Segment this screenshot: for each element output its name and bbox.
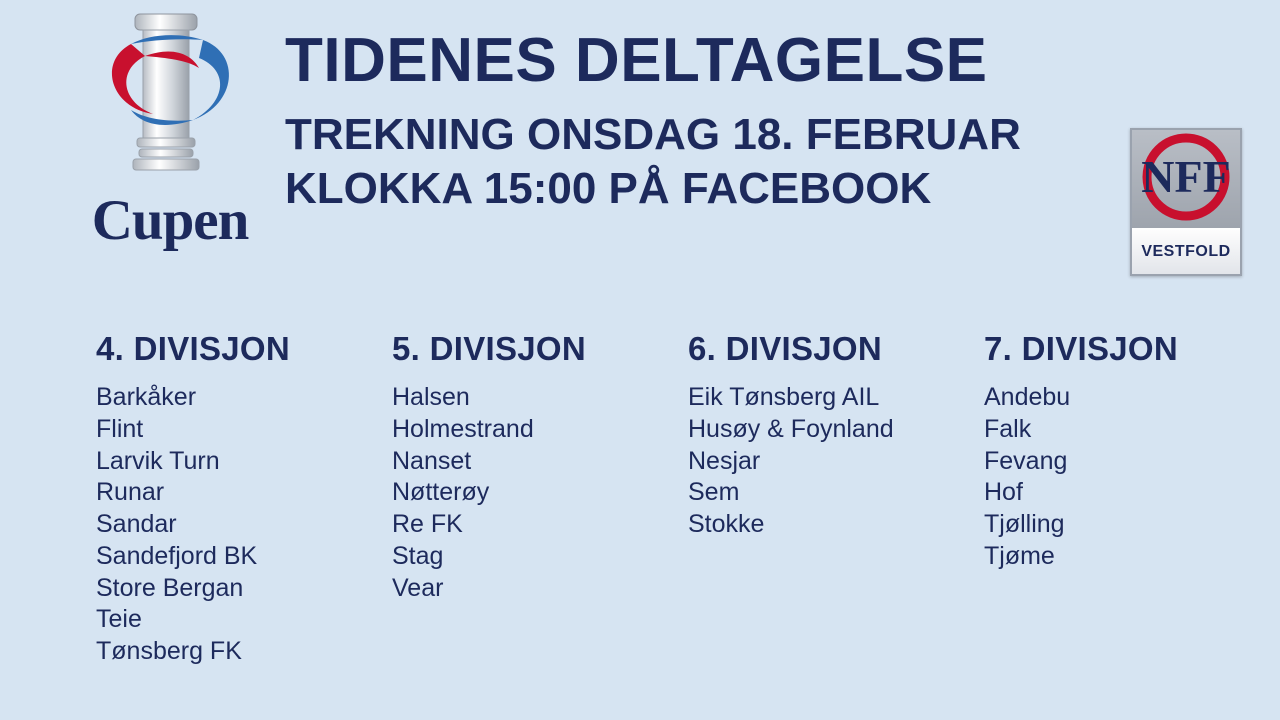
poster-subtitle-line1: TREKNING ONSDAG 18. FEBRUAR	[285, 110, 1021, 160]
division-column-5	[392, 330, 688, 668]
division-column-4	[96, 330, 392, 668]
cup-trophy-icon	[87, 10, 252, 190]
team-name: Re FK	[392, 510, 463, 538]
team-name: Sem	[688, 478, 740, 507]
team-name: Nøtterøy	[392, 478, 490, 507]
division-title: 6. DIVISJON	[688, 330, 883, 367]
cupen-logo	[55, 10, 285, 275]
team-name: Stokke	[688, 510, 765, 538]
division-column-7	[984, 330, 1280, 668]
team-name: Sandar	[96, 510, 177, 538]
team-name: Nanset	[392, 446, 472, 475]
nff-emblem-text: NFF	[1141, 151, 1231, 202]
team-name: Tjølling	[984, 510, 1065, 538]
team-name: Halsen	[392, 383, 470, 411]
team-name: Store Bergan	[96, 573, 244, 602]
divisions-list	[0, 330, 1280, 668]
poster-title: TIDENES DELTAGELSE	[285, 26, 988, 95]
team-name: Tønsberg FK	[96, 637, 242, 665]
nff-emblem-icon	[1132, 130, 1240, 230]
team-name: Hof	[984, 478, 1023, 507]
team-name: Flint	[96, 414, 144, 443]
team-name: Larvik Turn	[96, 446, 220, 475]
nff-region-strip	[1132, 230, 1240, 274]
division-column-6	[688, 330, 984, 668]
team-name: Fevang	[984, 446, 1068, 475]
team-name: Teie	[96, 605, 142, 634]
team-name: Holmestrand	[392, 414, 534, 443]
team-name: Nesjar	[688, 446, 761, 475]
team-name: Vear	[392, 573, 444, 602]
division-title: 4. DIVISJON	[96, 330, 291, 367]
poster-subtitle-line2: KLOKKA 15:00 PÅ FACEBOOK	[285, 164, 932, 213]
team-name: Barkåker	[96, 383, 197, 411]
division-title: 7. DIVISJON	[984, 330, 1179, 367]
team-name: Runar	[96, 478, 165, 507]
division-title: 5. DIVISJON	[392, 330, 587, 367]
poster-header	[0, 0, 1280, 290]
nff-vestfold-badge	[1130, 128, 1242, 276]
team-name: Tjøme	[984, 541, 1055, 570]
cupen-wordmark: Cupen	[91, 189, 249, 252]
team-name: Eik Tønsberg AIL	[688, 383, 880, 411]
nff-region-label: VESTFOLD	[1141, 243, 1231, 260]
title-block	[285, 28, 1115, 215]
team-name: Stag	[392, 541, 444, 570]
team-name: Andebu	[984, 383, 1071, 411]
team-name: Sandefjord BK	[96, 541, 258, 570]
team-name: Falk	[984, 414, 1032, 443]
team-name: Husøy & Foynland	[688, 414, 894, 443]
